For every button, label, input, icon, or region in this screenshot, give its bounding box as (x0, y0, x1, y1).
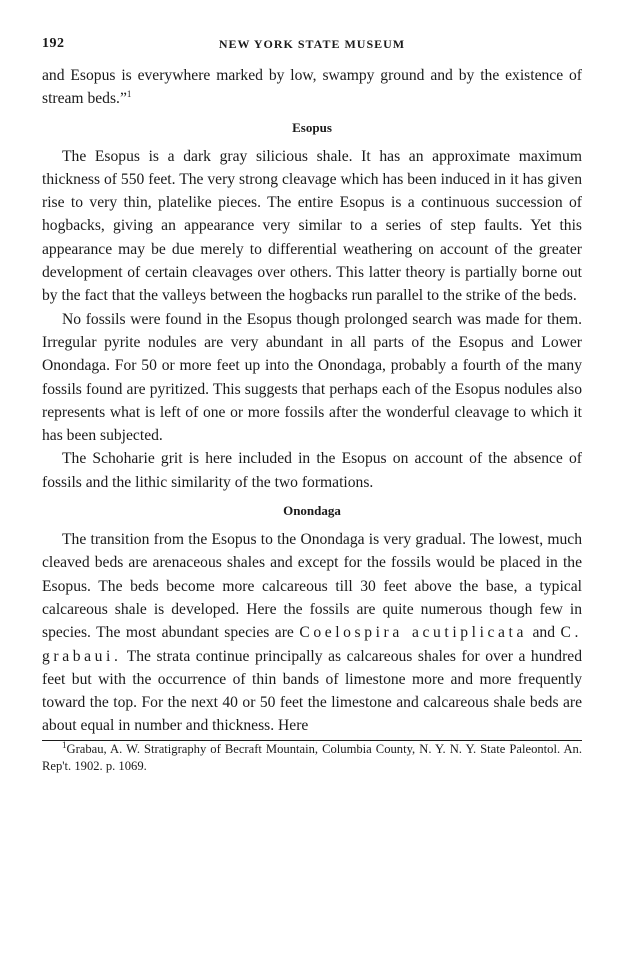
footnote-reference: 1 (126, 89, 132, 100)
paragraph-esopus-description: The Esopus is a dark gray silicious shale. It has an approximate maximum thickness of 550 feet. The very strong cleavage which has been induced in it has given rise to very thin, platelike pieces. The entire Esopus is a continuous succession of hogbacks, giving an appearance very similar to a series of step faults. Yet this appearance may be due merely to differential weathering on account of the greater development of certain cleavages over others. This latter theory is partially borne out by the fact that the valleys between the hogbacks run parallel to the strike of the beds. (42, 147, 582, 305)
footnote-text: Grabau, A. W. Stratigraphy of Becraft Mountain, Columbia County, N. Y. N. Y. State Paleontol. An. Rep't. 1902. p. 1069. (42, 741, 582, 773)
running-head: NEW YORK STATE MUSEUM (218, 37, 406, 51)
section-heading-esopus: Esopus (292, 119, 332, 135)
book-page (42, 30, 582, 775)
page-header (42, 30, 582, 52)
onondaga-text-after: The strata continue principally as calcareous shales for over a hundred feet but with the occurrence of thin bands of limestone more and more frequently toward the top. For the next 40 or 50 feet the limestone and calcareous shale beds are about equal in number and thickness. Here (42, 647, 583, 735)
paragraph-esopus-fossils: No fossils were found in the Esopus though prolonged search was made for them. Irregular pyrite nodules are very abundant in all parts of the Esopus and Lower Onondaga. For 50 or more feet up into the Onondaga, probably a fourth of the many fossils found are pyritized. This suggests that perhaps each of the Esopus nodules also represents what is left of one or more fossils after the wonderful cleavage to which it has been subjected. (42, 310, 582, 445)
paragraph-schoharie-grit: The Schoharie grit is here included in the Esopus on account of the absence of fossils and the lithic similarity of the two formations. (42, 450, 582, 491)
onondaga-text-before: The transition from the Esopus to the Onondaga is very gradual. The lowest, much cleaved beds are arenaceous shales and except for the fossils would be placed in the Esopus. The beds become more calcareous till 30 feet above the base, a typical calcareous shale is developed. Here the fossils are quite numerous though few in species. The most abundant species are (42, 531, 582, 642)
continuation-paragraph (42, 64, 582, 111)
footnote-paragraph (42, 741, 582, 775)
paragraph-onondaga-transition (42, 528, 582, 738)
footnote (42, 741, 582, 775)
page-number: 192 (42, 36, 65, 51)
species-conjunction: and (532, 624, 556, 642)
species-name-grabaui: C. grabaui. (42, 624, 582, 665)
footnote-marker: 1 (62, 739, 67, 750)
species-name-coelospira: Coelospira acutiplicata (299, 624, 528, 642)
continuation-text: and Esopus is everywhere marked by low, swampy ground and by the existence of stream beds.” (42, 67, 582, 108)
section-heading-onondaga: Onondaga (283, 503, 341, 519)
